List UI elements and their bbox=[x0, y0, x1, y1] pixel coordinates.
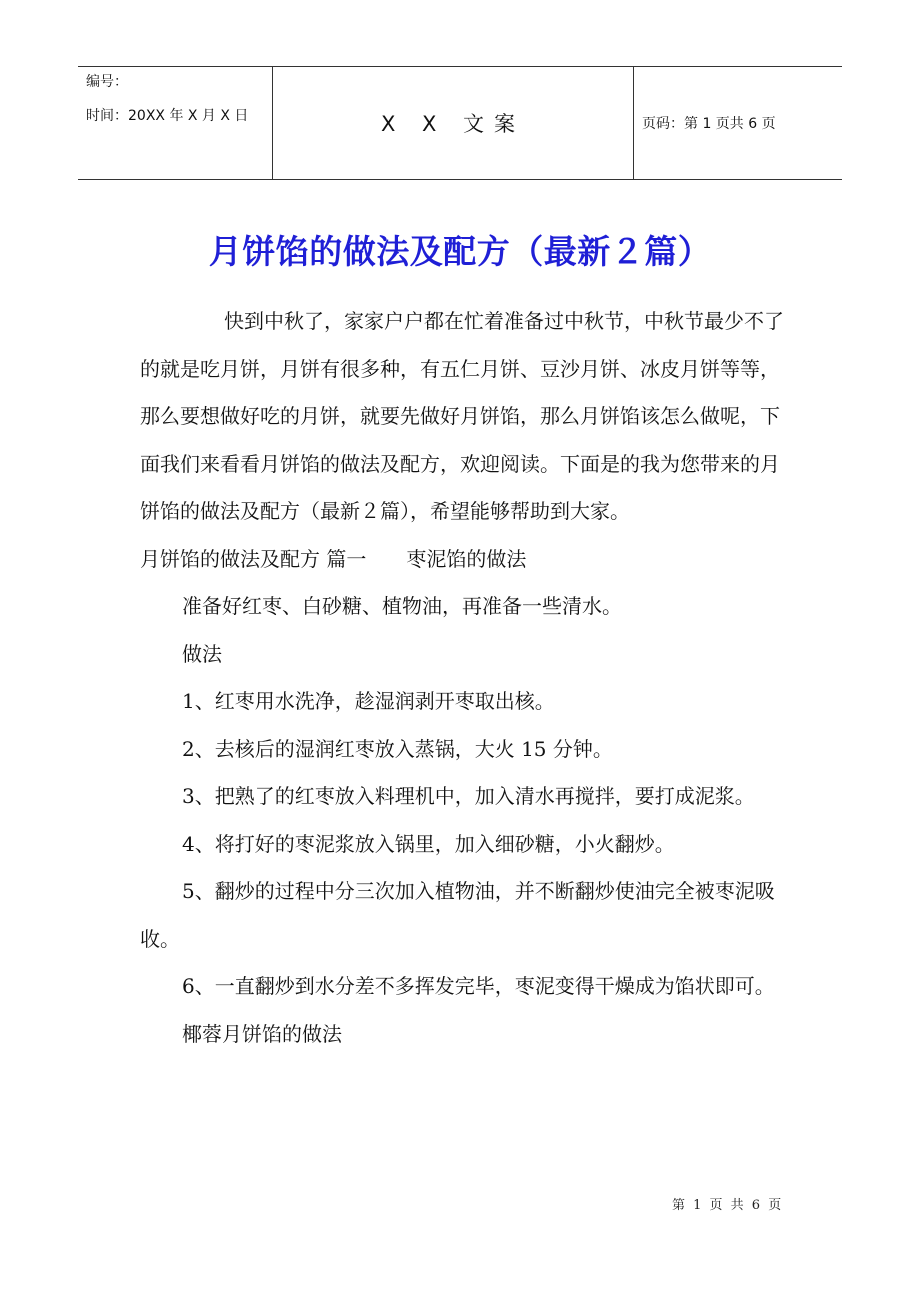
header-right-cell bbox=[634, 67, 842, 179]
section1-heading-right: 枣泥馅的做法 bbox=[406, 546, 527, 571]
section1-heading-left: 月饼馅的做法及配方 篇一 bbox=[140, 546, 367, 571]
step-item: 3、把熟了的红枣放入料理机中，加入清水再搅拌，要打成泥浆。 bbox=[182, 784, 755, 808]
section2-heading: 椰蓉月饼馅的做法 bbox=[182, 1021, 342, 1046]
header-center-cell bbox=[272, 67, 634, 179]
page-footer: 第 1 页 共 6 页 bbox=[672, 1198, 784, 1213]
document-header bbox=[78, 66, 842, 180]
step-item: 2、去核后的湿润红枣放入蒸锅，大火 15 分钟。 bbox=[182, 736, 613, 761]
header-page-label: 页码：第 1 页共 6 页 bbox=[642, 116, 776, 132]
method-label: 做法 bbox=[182, 641, 222, 666]
document-title: 月饼馅的做法及配方（最新２篇） bbox=[208, 232, 712, 271]
document-body bbox=[140, 298, 790, 1058]
step-item: 5、翻炒的过程中分三次加入植物油，并不断翻炒使油完全被枣泥吸收。 bbox=[140, 879, 775, 951]
step-item: 1、红枣用水洗净，趁湿润剥开枣取出核。 bbox=[182, 689, 555, 713]
intro-paragraph: 快到中秋了，家家户户都在忙着准备过中秋节，中秋节最少不了的就是吃月饼，月饼有很多种，有五仁月饼、豆沙月饼、冰皮月饼等等，那么要想做好吃的月饼，就要先做好月饼馅，那么月饼馅该怎么做呢，下面我们来看看月饼馅的做法及配方，欢迎阅读。下面是的我为您带来的月饼馅的做法及配方（最新２篇），希望能够帮助到大家。 bbox=[140, 309, 784, 523]
document-number-label: 编号： bbox=[86, 74, 128, 90]
header-center-title: X X 文案 bbox=[380, 112, 526, 136]
document-time-label: 时间：20XX 年 X 月 X 日 bbox=[86, 108, 249, 124]
step-item: 6、一直翻炒到水分差不多挥发完毕，枣泥变得干燥成为馅状即可。 bbox=[182, 974, 775, 998]
header-left-cell bbox=[78, 67, 272, 179]
section1-heading bbox=[140, 536, 790, 584]
ingredients-paragraph: 准备好红枣、白砂糖、植物油，再准备一些清水。 bbox=[182, 594, 622, 618]
step-item: 4、将打好的枣泥浆放入锅里，加入细砂糖，小火翻炒。 bbox=[182, 831, 675, 856]
